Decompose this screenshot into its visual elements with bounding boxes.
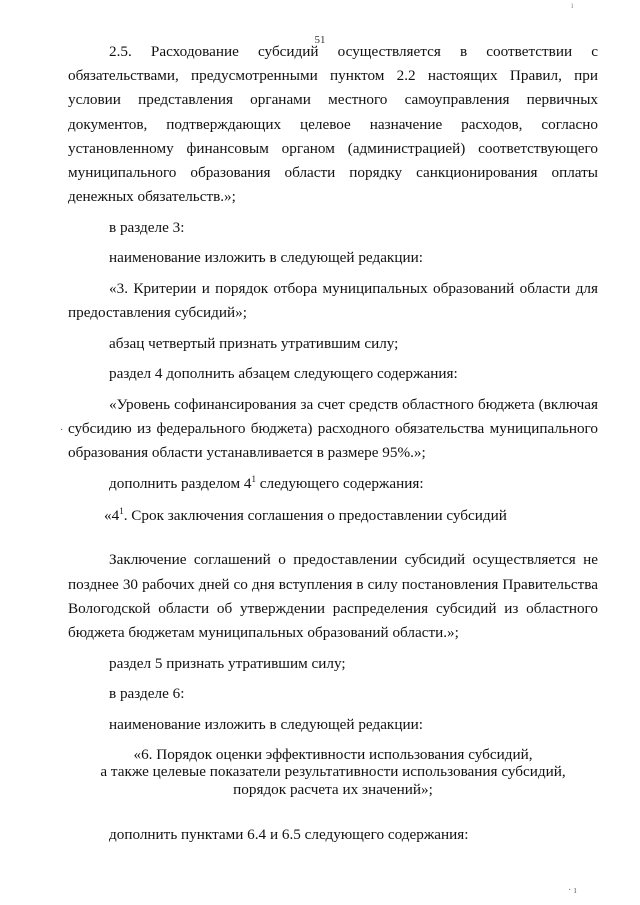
paragraph-section-6-intro: в разделе 6:	[109, 685, 185, 703]
paragraph-section-3-intro: в разделе 3:	[109, 218, 185, 236]
heading-section-6	[68, 746, 598, 798]
paragraph-section-3-title: «3. Критерии и порядок отбора муниципальных образований области для предоставления субсидий»;	[68, 280, 598, 322]
document-body	[68, 40, 598, 854]
page-number: 51	[314, 34, 326, 46]
scan-mark-top: ı	[571, 0, 574, 10]
heading-rest: . Срок заключения соглашения о предоставлении субсидий	[123, 507, 507, 525]
paragraph-rename-instruction-6: наименование изложить в следующей редакции:	[109, 715, 423, 733]
paragraph-cofinancing-level: «Уровень софинансирования за счет средств областного бюджета (включая субсидию из федерального бюджета) расходного обязательства муниципального образования области устанавливается в размере 95%.»;	[68, 395, 598, 462]
heading-6-line-1: «6. Порядок оценки эффективности использования субсидий,	[133, 745, 533, 763]
superscript: 1	[251, 473, 256, 484]
scan-mark-bottom: · ı	[568, 885, 577, 896]
scan-mark-left: ·	[60, 425, 64, 436]
paragraph-section-5: раздел 5 признать утратившим силу;	[109, 654, 346, 672]
heading-superscript: 1	[119, 506, 124, 517]
heading-section-4-1	[68, 504, 598, 528]
paragraph-rename-instruction: наименование изложить в следующей редакции:	[109, 249, 423, 267]
paragraph-abzac-4: абзац четвертый признать утратившим силу;	[109, 334, 399, 352]
paragraph-2-5: 2.5. Расходование субсидий осуществляется в соответствии с обязательствами, предусмотренными пунктом 2.2 настоящих Правил, при условии представления органами местного самоуправления первичных документов, подтверждающих целевое назначение расходов, согласно установленному финансовым органом (администрацией) соответствующего муниципального образования области порядку санкционирования оплаты денежных обязательств.»;	[68, 43, 598, 206]
text-before-sup: дополнить разделом 4	[109, 474, 252, 492]
paragraph-section-4-addition: раздел 4 дополнить абзацем следующего содержания:	[109, 365, 458, 383]
paragraph-add-points-6-4-6-5: дополнить пунктами 6.4 и 6.5 следующего содержания:	[109, 826, 469, 844]
paragraph-agreement-deadline: Заключение соглашений о предоставлении субсидий осуществляется не позднее 30 рабочих дней со дня вступления в силу постановления Правительства Вологодской области об утверждении распределения субсидий из областного бюджета бюджетам муниципальных образований области.»;	[68, 551, 598, 641]
heading-open: «4	[104, 507, 120, 525]
heading-6-line-3: порядок расчета их значений»;	[233, 780, 433, 798]
text-after-sup: следующего содержания:	[255, 474, 424, 492]
heading-6-line-2: а также целевые показатели результативности использования субсидий,	[100, 763, 566, 781]
paragraph-add-section-4-1	[68, 472, 598, 496]
